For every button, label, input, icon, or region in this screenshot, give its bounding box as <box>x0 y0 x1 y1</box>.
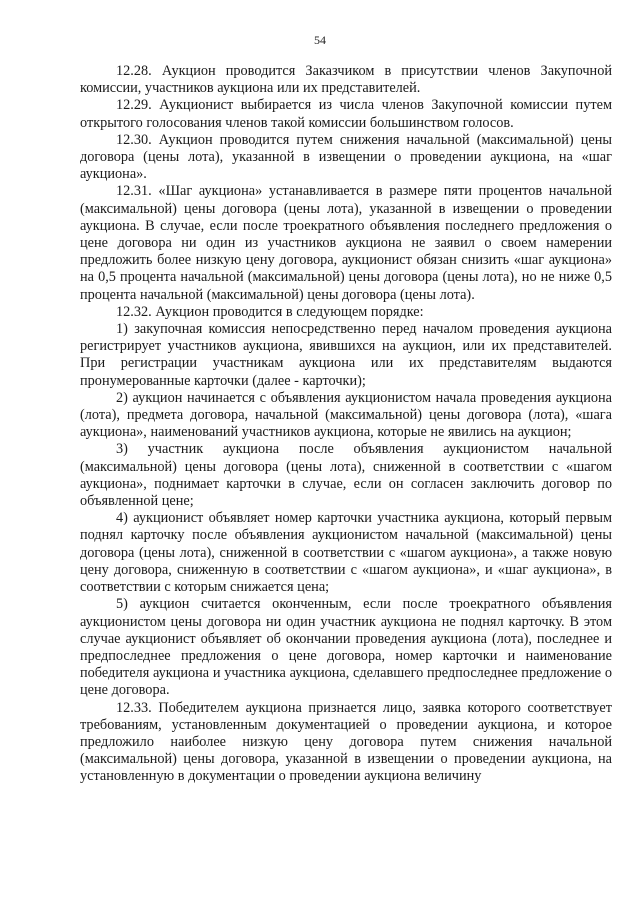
document-body <box>80 63 612 786</box>
paragraph-12-30: 12.30. Аукцион проводится путем снижения начальной (максимальной) цены договора (цены лота), указанной в извещении о проведении аукциона, на «шаг аукциона». <box>80 131 612 183</box>
paragraph-12-29: 12.29. Аукционист выбирается из числа членов Закупочной комиссии путем открытого голосования членов такой комиссии большинством голосов. <box>80 97 612 131</box>
list-item-4: 4) аукционист объявляет номер карточки участника аукциона, который первым поднял карточку после объявления аукционистом начальной (максимальной) цены договора (цены лота), сниженной в соответствии с «шагом аукциона», а также новую цену договора, сниженную в соответствии с «шагом аукциона», и «шаг аукциона», в соответствии с которым снижается цена; <box>80 510 612 596</box>
list-item-1: 1) закупочная комиссия непосредственно перед началом проведения аукциона регистрирует участников аукциона, явившихся на аукцион, или их представителей. При регистрации участникам аукциона или их представителям выдаются пронумерованные карточки (далее - карточки); <box>80 321 612 389</box>
list-item-5: 5) аукцион считается оконченным, если после троекратного объявления аукционистом цены договора ни один участник аукциона не поднял карточку. В этом случае аукционист объявляет об окончании проведения аукциона (лота), последнее и предпоследнее предложения о цене договора, номер карточки и наименование победителя аукциона и участника аукциона, сделавшего предпоследнее предложение о цене договора. <box>80 596 612 699</box>
paragraph-12-28: 12.28. Аукцион проводится Заказчиком в присутствии членов Закупочной комиссии, участников аукциона или их представителей. <box>80 63 612 97</box>
page-number: 54 <box>314 33 326 47</box>
paragraph-12-33: 12.33. Победителем аукциона признается лицо, заявка которого соответствует требованиям, установленным документацией о проведении аукциона, и которое предложило наиболее низкую цену договора путем снижения начальной (максимальной) цены договора, указанной в извещении о проведении аукциона, на установленную в документации о проведении аукциона величину <box>80 699 612 785</box>
paragraph-12-31: 12.31. «Шаг аукциона» устанавливается в размере пяти процентов начальной (максимальной) цены договора (цены лота), указанной в извещении о проведении аукциона. В случае, если после троекратного объявления последнего предложения о цене договора ни один из участников аукциона не заявил о своем намерении предложить более низкую цену договора, аукционист обязан снизить «шаг аукциона» на 0,5 процента начальной (максимальной) цены договора (цены лота), но не ниже 0,5 процента начальной (максимальной) цены договора (цены лота). <box>80 183 612 303</box>
list-item-2: 2) аукцион начинается с объявления аукционистом начала проведения аукциона (лота), предмета договора, начальной (максимальной) цены договора (лота), «шага аукциона», наименований участников аукциона, которые не явились на аукцион; <box>80 389 612 441</box>
paragraph-12-32: 12.32. Аукцион проводится в следующем порядке: <box>116 303 424 320</box>
list-item-3: 3) участник аукциона после объявления аукционистом начальной (максимальной) цены договора (цены лота), сниженной в соответствии с «шагом аукциона», поднимает карточки в случае, если он согласен заключить договор по объявленной цене; <box>80 441 612 510</box>
